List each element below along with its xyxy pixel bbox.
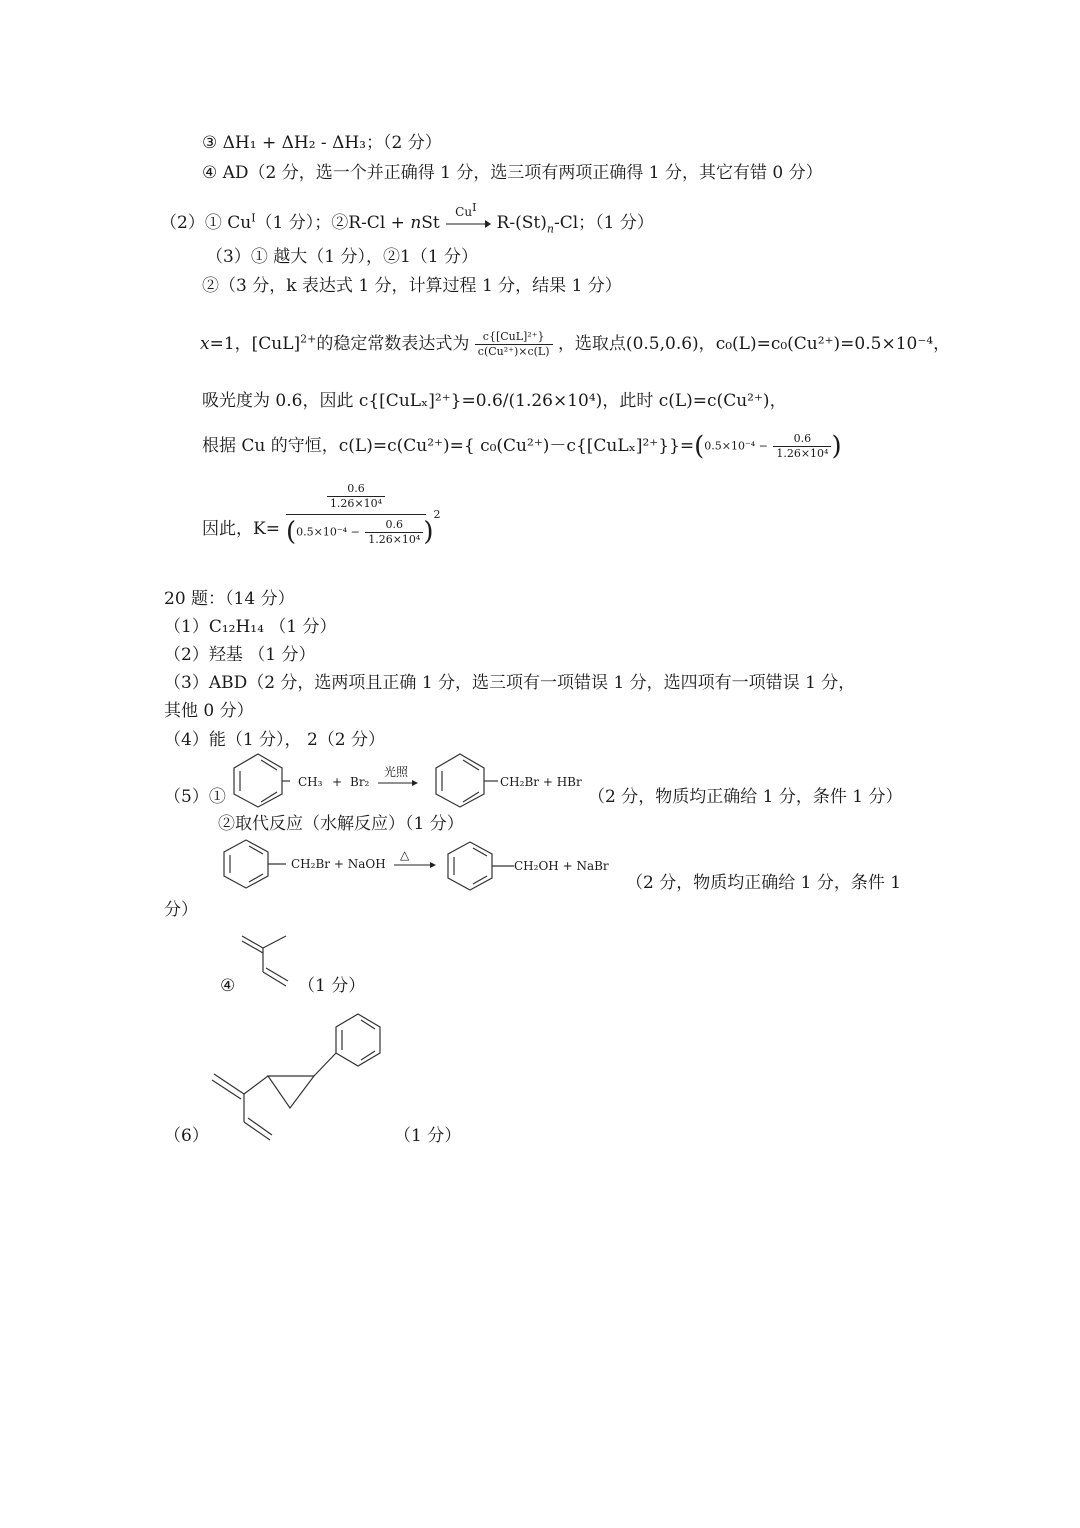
denominator: 1.26×10⁴ <box>365 532 423 547</box>
answer-line-8: 根据 Cu 的守恒，c(L)=c(Cu²⁺)={ c₀(Cu²⁺)－c{[CuLₓ]²⁺}}=(0.5×10⁻⁴ − $\frac{0.6}{\text{1.26×10⁴}}$ ) <box>202 431 842 462</box>
k-numerator <box>327 482 385 511</box>
answer-20-4: （4）能（1 分）， 2（2 分） <box>164 730 385 750</box>
answer-20-3-cont: 其他 0 分） <box>164 701 254 721</box>
answer-line-2: ④ AD（2 分，选一个并正确得 1 分，选三项有两项正确得 1 分，其它有错 0 分） <box>202 163 823 183</box>
answer-line-4: （3）① 越大（1 分），②1（1 分） <box>206 247 478 267</box>
text: n <box>410 213 422 233</box>
text: -Cl；（1 分） <box>553 213 654 233</box>
answer-line-6 <box>200 330 950 359</box>
question-20-title: 20 题：（14 分） <box>164 589 295 609</box>
text: 0.5×10⁻⁴ − <box>296 525 360 539</box>
reaction-arrow <box>445 200 491 231</box>
sub: n <box>546 222 554 236</box>
text: 0.5×10⁻⁴ − <box>704 439 768 453</box>
product-text: CH₂Br + HBr <box>500 775 582 789</box>
condition-light: 光照 <box>384 765 409 779</box>
fraction <box>365 518 423 547</box>
text: 根据 Cu 的守恒，c(L)=c(Cu²⁺)={ c₀(Cu²⁺)－c{[CuLₓ]²⁺}}= <box>202 436 695 456</box>
numerator: 0.6 <box>385 517 404 531</box>
numerator: 0.6 <box>793 432 812 445</box>
fraction <box>773 432 831 461</box>
answer-20-5-label: （5）① <box>164 787 226 807</box>
isoprene-structure-icon <box>236 928 296 992</box>
hydrolysis-products: CH₂OH + NaBr <box>514 859 609 873</box>
sup: I <box>472 200 477 214</box>
arrow-icon <box>378 778 418 788</box>
plus-sign: + <box>332 775 343 789</box>
answer-20-5-4-label: ④ <box>220 976 236 996</box>
answer-line-9: 因此，K= <box>202 519 280 539</box>
text: 的稳定常数表达式为 <box>316 334 470 354</box>
benzyl-bromide-ring-icon <box>432 752 502 808</box>
text: St <box>421 213 440 233</box>
text: Cu <box>455 204 473 219</box>
text: c₀(L)=c₀(Cu²⁺)=0.5×10⁻⁴， <box>715 334 951 354</box>
numerator: c{[CuL]²⁺} <box>482 330 545 343</box>
text: （2）① Cu <box>160 213 252 233</box>
text: R-(St) <box>491 213 547 233</box>
arrow-icon <box>445 217 491 231</box>
toluene-benzene-ring-icon <box>230 752 290 808</box>
ch3-group: CH₃ <box>298 775 323 789</box>
answer-line-7: 吸光度为 0.6，因此 c{[CuLₓ]²⁺}=0.6/(1.26×10⁴)，此时 c(L)=c(Cu²⁺)， <box>202 391 787 411</box>
answer-line-3 <box>160 200 654 236</box>
benzyl-alcohol-ring-icon <box>444 840 516 894</box>
text: ，选取点(0.5,0.6)， <box>557 334 716 354</box>
answer-line-1: ③ ΔH₁ + ΔH₂ - ΔH₃；（2 分） <box>202 133 442 153</box>
square-exponent: 2 <box>433 507 441 521</box>
denominator: c(Cu²⁺)×c(L) <box>475 344 553 359</box>
answer-line-5: ②（3 分，k 表达式 1 分，计算过程 1 分，结果 1 分） <box>202 276 622 296</box>
benzyl-bromide-ring-icon <box>220 838 290 890</box>
stability-constant-fraction <box>475 330 553 359</box>
answer-20-2: （2）羟基 （1 分） <box>164 645 316 665</box>
text: 0.6 <box>347 482 365 495</box>
sup: I <box>251 211 256 225</box>
sup: 2+ <box>300 332 317 346</box>
text: =1，[CuL] <box>209 334 301 354</box>
answer-20-5-2: ②取代反应（水解反应）（1 分） <box>218 814 464 834</box>
answer-20-5-3-cont: 分） <box>164 900 198 920</box>
k-expression <box>286 482 441 547</box>
text: 1.26×10⁴ <box>327 496 385 511</box>
answer-20-5-3-score: （2 分，物质均正确给 1 分，条件 1 <box>626 873 902 893</box>
answer-20-3: （3）ABD（2 分，选两项且正确 1 分，选三项有一项错误 1 分，选四项有一项错误 1 分， <box>164 673 856 693</box>
text: （1 分）；②R-Cl + <box>255 213 411 233</box>
answer-20-1: （1）C₁₂H₁₄ （1 分） <box>164 617 337 637</box>
cyclopropyl-diene-structure-icon <box>208 1010 388 1146</box>
answer-20-6-label: （6） <box>164 1126 209 1146</box>
arrow-icon <box>394 860 436 870</box>
k-denominator: (0.5×10⁻⁴ − $\frac{0.6}{\text{1.26×10⁴}}$ )$^2$ <box>286 507 441 547</box>
answer-20-5-4-score: （1 分） <box>298 976 366 996</box>
answer-20-5-score: （2 分，物质均正确给 1 分，条件 1 分） <box>588 787 903 807</box>
text: x <box>200 334 210 354</box>
bromine-reagent: Br₂ <box>350 775 370 789</box>
answer-20-6-score: （1 分） <box>394 1126 462 1146</box>
denominator: 1.26×10⁴ <box>773 446 831 461</box>
hydrolysis-reactants: CH₂Br + NaOH <box>291 857 386 871</box>
condition-heat: △ <box>400 848 410 862</box>
